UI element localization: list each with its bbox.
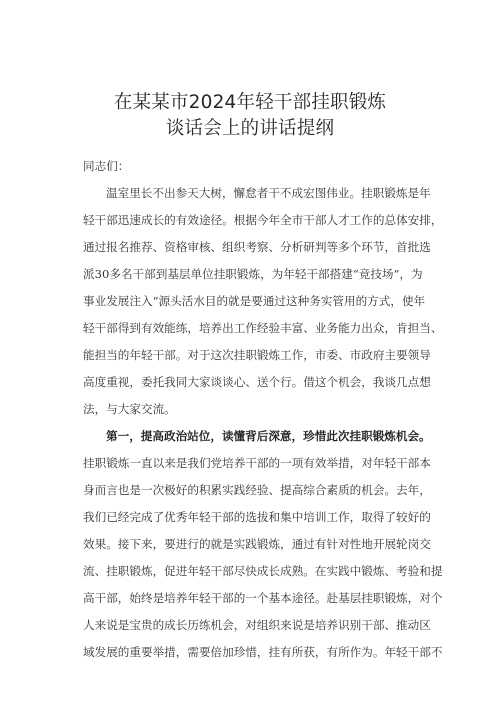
paragraph-2-line: 域发展的重要举措，需要倍加珍惜，挂有所获，有所作为。年轻干部不 [83,645,443,659]
document-title-line-2: 谈话会上的讲话提纲 [165,118,335,139]
paragraph-1-line: 温室里长不出参天大树，懈怠者干不成宏图伟业。挂职锻炼是年 [106,186,431,200]
paragraph-2-line: 挂职锻炼一直以来是我们党培养干部的一项有效举措，对年轻干部本 [83,456,431,470]
paragraph-1-line: 法，与大家交流。 [83,402,176,416]
document-title-line-1: 在某某市2024年轻干部挂职锻炼 [113,92,387,113]
paragraph-2-line: 流、挂职锻炼，促进年轻干部尽快成长成熟。在实践中锻炼、考验和提 [83,564,443,578]
paragraph-2-line: 效果。接下来，要进行的就是实践锻炼，通过有针对性地开展轮岗交 [83,537,431,551]
paragraph-2-line: 我们已经完成了优秀年轻干部的选拔和集中培训工作，取得了较好的 [83,510,431,524]
paragraph-1-line: 派30多名干部到基层单位挂职锻炼，为年轻干部搭建“竞技场”，为 [83,267,423,281]
paragraph-1-line: 事业发展注入“源头活水目的就是要通过这种务实管用的方式，使年 [83,294,426,308]
salutation: 同志们： [83,159,130,173]
paragraph-2-line: 人来说是宝贵的成长历练机会，对组织来说是培养识别干部、推动区 [83,618,431,632]
section-heading-1: 第一，提高政治站位，读懂背后深意，珍惜此次挂职锻炼机会。 [106,429,431,443]
paragraph-1-line: 高度重视，委托我同大家谈谈心、送个行。借这个机会，我谈几点想 [83,375,431,389]
paragraph-1-line: 轻干部迅速成长的有效途径。根据今年全市干部人才工作的总体安排， [83,213,443,227]
paragraph-1-line: 通过报名推荐、资格审核、组织考察、分析研判等多个环节，首批选 [83,240,431,254]
paragraph-1-line: 轻干部得到有效能练，培养出工作经验丰富、业务能力出众，肯担当、 [83,321,443,335]
paragraph-2-line: 身而言也是一次极好的积累实践经验、提高综合素质的机会。去年， [83,483,431,497]
paragraph-2-line: 高干部，始终是培养年轻干部的一个基本途径。赴基层挂职锻炼，对个 [83,591,443,605]
paragraph-1-line: 能担当的年轻干部。对于这次挂职锻炼工作，市委、市政府主要领导 [83,348,431,362]
